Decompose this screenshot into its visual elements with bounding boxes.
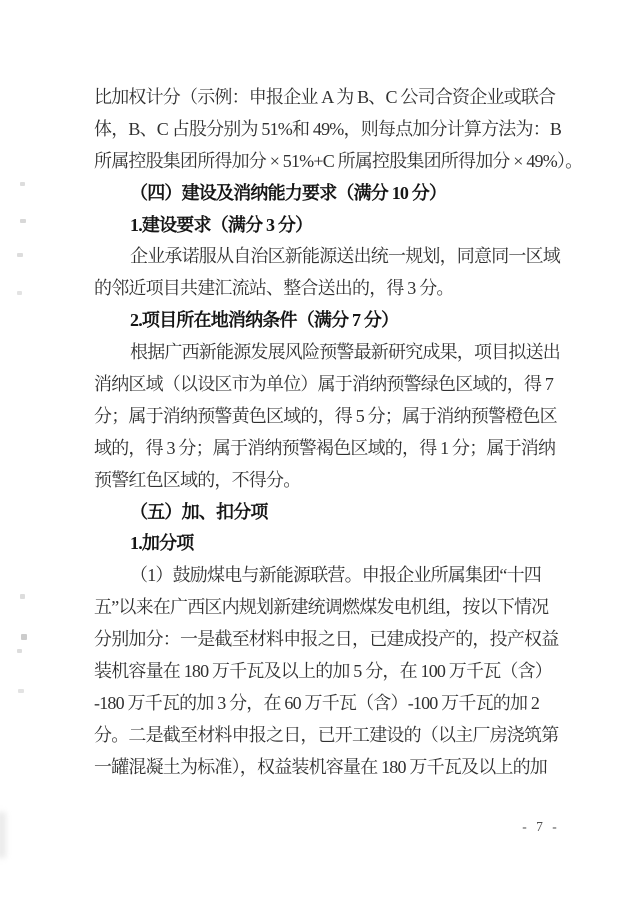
text-line: 装机容量在 180 万千瓦及以上的加 5 分，在 100 万千瓦（含） <box>94 661 552 682</box>
heading-line: 2.项目所在地消纳条件（满分 7 分） <box>130 310 399 331</box>
document-body <box>94 82 583 784</box>
text-line: 预警红色区域的，不得分。 <box>94 469 301 490</box>
text-line: -180 万千瓦的加 3 分，在 60 万千瓦（含）-100 万千瓦的加 2 <box>94 692 540 713</box>
scan-speckle <box>17 291 22 295</box>
text-line: 域的，得 3 分；属于消纳预警褐色区域的，得 1 分；属于消纳 <box>94 437 556 458</box>
scan-smudge <box>0 812 6 858</box>
text-line: 根据广西新能源发展风险预警最新研究成果，项目拟送出 <box>130 342 560 363</box>
page-number: - 7 - <box>522 819 560 834</box>
text-line: 比加权计分（示例：申报企业 A 为 B、C 公司合资企业或联合 <box>94 87 556 107</box>
text-line: （1）鼓励煤电与新能源联营。申报企业所属集团“十四 <box>130 565 541 586</box>
text-line: 企业承诺服从自治区新能源送出统一规划，同意同一区域 <box>130 246 560 267</box>
text-line: 所属控股集团所得加分 × 51%+C 所属控股集团所得加分 × 49%）。 <box>94 150 583 171</box>
scan-speckle <box>20 219 26 223</box>
text-line: 一罐混凝土为标准），权益装机容量在 180 万千瓦及以上的加 <box>94 756 547 777</box>
heading-line: 1.加分项 <box>130 533 194 554</box>
text-line: 的邻近项目共建汇流站、整合送出的，得 3 分。 <box>94 278 454 299</box>
scan-speckle <box>18 689 24 693</box>
scan-speckle <box>20 594 25 599</box>
text-line: 体，B、C 占股分别为 51%和 49%，则每点加分计算方法为：B <box>94 118 562 139</box>
scan-speckle <box>17 253 23 257</box>
text-line: 分。二是截至材料申报之日，已开工建设的（以主厂房浇筑第 <box>94 724 559 745</box>
heading-line: 1.建设要求（满分 3 分） <box>130 214 313 235</box>
text-line: 分；属于消纳预警黄色区域的，得 5 分；属于消纳预警橙色区 <box>94 405 557 426</box>
scan-speckle <box>20 182 25 186</box>
text-line: 五”以来在广西区内规划新建统调燃煤发电机组，按以下情况 <box>94 597 549 618</box>
scan-speckle <box>17 649 22 653</box>
text-line: 消纳区域（以设区市为单位）属于消纳预警绿色区域的，得 7 <box>94 374 554 395</box>
heading-line: （五）加、扣分项 <box>130 501 268 522</box>
scan-speckle <box>21 634 27 640</box>
text-line: 分别加分：一是截至材料申报之日，已建成投产的，投产权益 <box>94 629 559 650</box>
heading-line: （四）建设及消纳能力要求（满分 10 分） <box>130 182 447 203</box>
